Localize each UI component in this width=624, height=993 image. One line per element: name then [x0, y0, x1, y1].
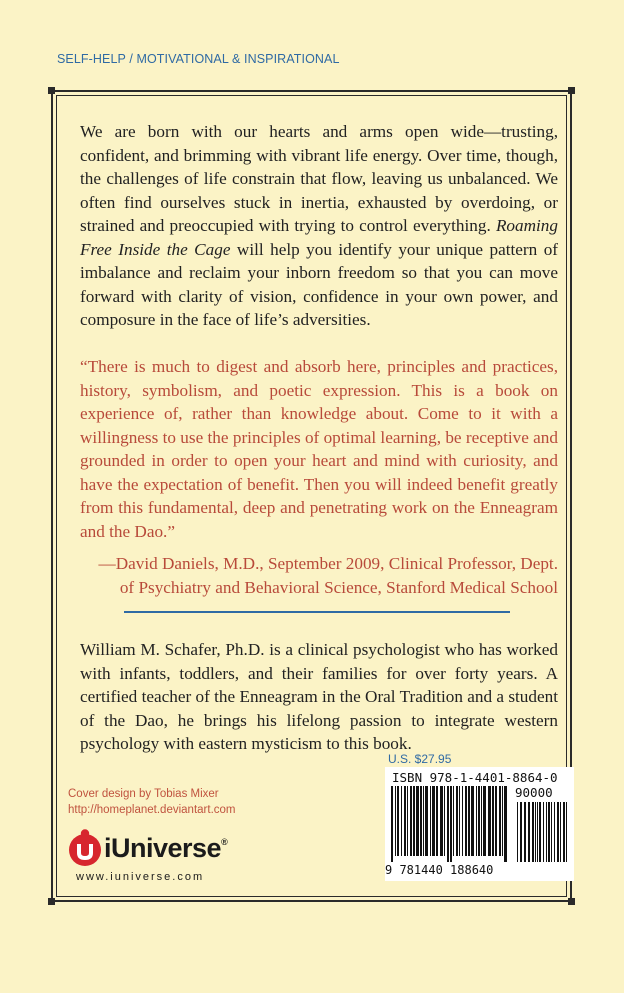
barcode-bar [430, 786, 431, 856]
barcode-bar [410, 786, 412, 856]
barcode-addon-bar [548, 802, 550, 862]
barcode-bar [404, 786, 406, 856]
barcode-bar [481, 786, 482, 856]
barcode-bar [492, 786, 494, 856]
barcode-bar [413, 786, 415, 856]
publisher-name: iUniverse® [104, 832, 228, 863]
barcode-bar [447, 786, 449, 862]
barcode-bar [425, 786, 428, 856]
barcode-bar [440, 786, 443, 856]
description-part1: We are born with our hearts and arms open wide—trusting, confident, and brimming with vibrant life energy. Over time, though, the challenges of life constrain that flow, leaving us unbalanced. We often find ourselves stuck in inertia, exhausted by overdoing, or strained and preoccupied with trying to control everything. [80, 122, 558, 235]
barcode-addon-bar [560, 802, 561, 862]
price-label: U.S. $27.95 [388, 752, 452, 766]
barcode-bar [471, 786, 474, 856]
barcode-bar [450, 786, 452, 862]
frame-corner-ornament [48, 87, 55, 94]
barcode-addon-bar [517, 802, 518, 862]
barcode-bar [478, 786, 480, 856]
barcode-addon-bar [566, 802, 567, 862]
barcode-addon-bar [524, 802, 526, 862]
barcode-addon-bar [557, 802, 559, 862]
barcode-addon-bar [543, 802, 544, 862]
barcode-addon-bar [520, 802, 522, 862]
frame-corner-ornament [568, 898, 575, 905]
barcode-addon-bar [532, 802, 534, 862]
barcode-bar [407, 786, 408, 856]
credit-url: http://homeplanet.deviantart.com [68, 804, 236, 816]
category-label: SELF-HELP / MOTIVATIONAL & INSPIRATIONAL [57, 52, 340, 66]
barcode-bar [465, 786, 467, 856]
attribution-line1: —David Daniels, M.D., September 2009, Clinical Professor, Dept. [98, 554, 558, 573]
barcode-bar [483, 786, 486, 856]
barcode-bar [401, 786, 402, 856]
author-bio: William M. Schafer, Ph.D. is a clinical psychologist who has worked with infants, toddlers, and their families for over forty years. A certified teacher of the Enneagram in the Oral Tradition and a student of the Dao, he brings his lifelong passion to integrate western psychology with eastern mysticism to this book. [80, 640, 558, 753]
barcode-bar [476, 786, 477, 856]
barcode-bar [459, 786, 460, 856]
barcode-addon-bar [528, 802, 530, 862]
barcode-addon-price-code: 90000 [515, 785, 553, 800]
barcode-bar [432, 786, 435, 856]
barcode-bar [436, 786, 438, 856]
frame-corner-ornament [568, 87, 575, 94]
barcode-bar [453, 786, 454, 856]
endorsement-quote: “There is much to digest and absorb here, principles and practices, history, symbolism, and poetic expression. This is a book on experience of, rather than knowledge about. Come to it with a willingness to use the principles of optimal learning, be receptive and grounded in order to open your heart and mind with curiosity, and have the expectation of benefit. Then you will indeed benefit greatly from this fundamental, deep and penetrating work on the Enneagram and the Dao.” [80, 357, 558, 541]
section-divider [124, 611, 510, 613]
barcode-bar [504, 786, 507, 862]
barcode-addon-bar [554, 802, 555, 862]
barcode-bar [502, 786, 503, 856]
barcode-bar [499, 786, 501, 856]
book-description [80, 120, 558, 332]
frame-corner-ornament [48, 898, 55, 905]
barcode-bar [462, 786, 463, 856]
barcode-bar [495, 786, 497, 856]
barcode-addon-bar [537, 802, 538, 862]
barcode-bar [391, 786, 393, 862]
isbn-barcode [385, 767, 574, 881]
barcode-bar [416, 786, 419, 856]
book-title: Roaming Free Inside the Cage [80, 216, 558, 259]
isbn-number: ISBN 978-1-4401-8864-0 [392, 770, 558, 785]
iuniverse-logo-icon [68, 829, 102, 867]
barcode-addon-bar [546, 802, 547, 862]
barcode-bar [444, 786, 445, 856]
publisher-website: www.iuniverse.com [76, 871, 205, 883]
barcode-bar [397, 786, 399, 856]
barcode-bar [423, 786, 424, 856]
barcode-addon-bar [551, 802, 552, 862]
barcode-addon-bar [539, 802, 541, 862]
endorsement-attribution [80, 552, 558, 599]
barcode-bar [456, 786, 458, 856]
barcode-bar [468, 786, 470, 856]
publisher-logo [68, 829, 227, 867]
barcode-bar [488, 786, 491, 856]
credit-line1: Cover design by Tobias Mixer [68, 788, 219, 800]
cover-design-credit [68, 786, 236, 818]
barcode-addon-bar [563, 802, 565, 862]
description-part2: will help you identify your unique pattern of imbalance and reclaim your inborn freedom so that you can move forward with clarity of vision, confidence in your own power, and composure in the face of life’s adversities. [80, 239, 559, 329]
barcode-bar [395, 786, 396, 856]
attribution-line2: of Psychiatry and Behavioral Science, Stanford Medical School [119, 577, 558, 597]
barcode-addon-bar [535, 802, 536, 862]
barcode-digits: 9 781440 188640 [385, 863, 494, 877]
barcode-bar [420, 786, 422, 856]
